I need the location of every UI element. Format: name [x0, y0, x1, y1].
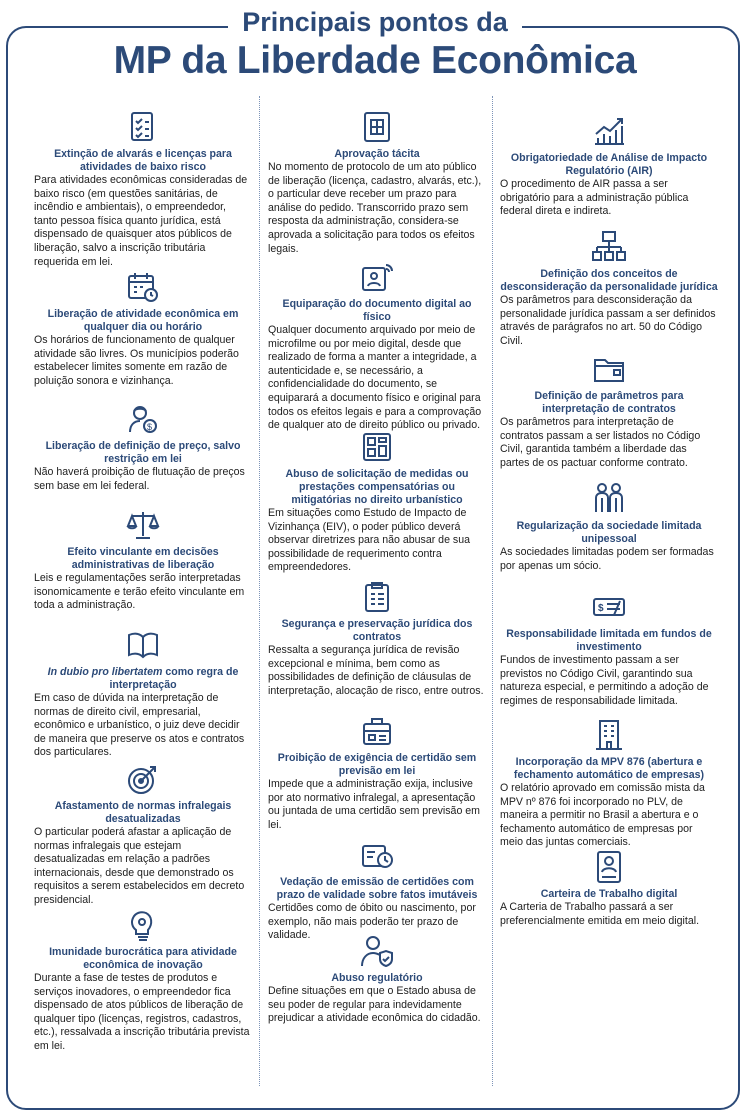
topic-heading: Abuso de solicitação de medidas ou prestações compensatórias ou mitigatórias no direito urbanístico [285, 468, 469, 506]
topic-body: Certidões como de óbito ou nascimento, por exemplo, não mais poderão ter prazo de validade. [268, 902, 476, 942]
topic-item [268, 260, 486, 433]
cheque-icon [592, 590, 626, 624]
topic-body: Em situações como Estudo de Impacto de Vizinhança (EIV), o poder público deverá observar diretrizes para não abusar de sua possibilidade de requerimento contra empreendedores. [268, 507, 470, 574]
topic-body: Os horários de funcionamento de qualquer atividade são livres. Os municípios poderão estabelecer limites somente em razão de poluição sonora e vizinhança. [34, 334, 239, 387]
topic-heading: Regularização da sociedade limitada unipessoal [516, 520, 702, 545]
column-divider-1 [259, 96, 260, 1086]
topic-item [500, 114, 718, 219]
merchant-dollar-icon [126, 402, 160, 436]
topic-heading: Abuso regulatório [331, 972, 423, 984]
topic-heading: Efeito vinculante em decisões administrativas de liberação [67, 546, 219, 571]
topic-body: Fundos de investimento passam a ser previstos no Código Civil, garantindo sua natureza especial, e permitindo a adoção de regimes de responsabilidade limitada. [500, 654, 709, 707]
heading-rest: como regra de interpretação [109, 666, 239, 691]
topic-item [268, 838, 486, 943]
org-chart-icon [592, 230, 626, 264]
topic-heading: Carteira de Trabalho digital [540, 888, 678, 900]
topic-heading: Afastamento de normas infralegais desatualizadas [54, 800, 232, 825]
urban-plan-icon [360, 430, 394, 464]
topic-body: Não haverá proibição de flutuação de preços sem base em lei federal. [34, 466, 245, 492]
topic-item [500, 352, 718, 470]
svg-text:$: $ [598, 603, 604, 614]
partners-icon [592, 482, 626, 516]
topic-body: Leis e regulamentações serão interpretadas isonomicamente e terão efeito vinculante em toda a administração. [34, 572, 245, 612]
topic-heading: Incorporação da MPV 876 (abertura e fechamento automático de empresas) [513, 756, 705, 781]
topic-body: A Carteria de Trabalho passará a ser preferencialmente emitida em meio digital. [500, 901, 700, 927]
topic-body: O particular poderá afastar a aplicação de normas infralegais que estejam desatualizadas em relação a padrões internacionais, desde que demonstrado os requisitos a serem estabelecidos em decreto presidencial. [34, 826, 245, 906]
topic-body: No momento de protocolo de um ato público de liberação (licença, cadastro, alvarás, etc.), o particular deve receber um prazo para análise do pedido. Transcorrido prazo sem resposta da administração, considera-se aprovada a solicitação para todos os efeitos legais. [268, 161, 482, 255]
topic-body: As sociedades limitadas podem ser formadas por apenas um sócio. [500, 546, 714, 572]
topic-heading: Liberação de definição de preço, salvo restrição em lei [45, 440, 241, 465]
latin-phrase: In dubio pro libertatem [47, 666, 163, 678]
topic-item [34, 270, 252, 388]
topic-heading: Aprovação tácita [334, 148, 420, 160]
topic-item [500, 590, 718, 708]
folder-icon [592, 352, 626, 386]
topic-body: Os parâmetros para desconsideração da personalidade jurídica passam a ser definidos através de parágrafos no art. 50 do Código Civil. [500, 294, 716, 347]
topic-heading: Imunidade burocrática para atividade econômica de inovação [49, 946, 237, 971]
title-line-1: Principais pontos da [228, 6, 522, 38]
topic-item [34, 508, 252, 613]
clipboard-contract-icon [360, 580, 394, 614]
person-shield-icon [360, 934, 394, 968]
topic-item [500, 230, 718, 348]
topic-heading: Responsabilidade limitada em fundos de investimento [506, 628, 712, 653]
topic-body: Qualquer documento arquivado por meio de microfilme ou por meio digital, desde que realizado de forma a manter a integridade, a autenticidade e, se necessário, a confidencialidade do documento, se equiparará a documento físico e original para todos os efeitos legais e para a comprovação de qualquer ato de direito público ou privado. [268, 324, 482, 432]
topic-item [268, 430, 486, 575]
topic-item [34, 762, 252, 908]
open-book-icon [126, 628, 160, 662]
calendar-clock-icon [126, 270, 160, 304]
topic-heading: Segurança e preservação jurídica dos contratos [281, 618, 473, 643]
topic-body: Impede que a administração exija, inclusive por ato normativo infralegal, a apresentação ou juntada de uma certidão sem previsão em lei. [268, 778, 480, 831]
target-arrow-icon [126, 762, 160, 796]
lightbulb-gear-icon [126, 908, 160, 942]
topic-item [500, 718, 718, 850]
scales-icon [126, 508, 160, 542]
svg-text:$: $ [147, 422, 153, 432]
topic-heading: Definição dos conceitos de desconsideração da personalidade jurídica [500, 268, 718, 293]
topic-body: O relatório aprovado em comissão mista da MPV nº 876 foi incorporado no PLV, de maneira a permitir no Brasil a abertura e o fechamento automático de empresas por meio das juntas comerciais. [500, 782, 705, 849]
topic-item [500, 482, 718, 573]
title-block [0, 0, 750, 84]
topic-heading [34, 666, 252, 692]
grid-document-icon [360, 110, 394, 144]
topic-body: Os parâmetros para interpretação de contratos passam a ser listados no Código Civil, garantida também a liberdade das partes de os pactuar conforme contrato. [500, 416, 701, 469]
topic-item [34, 110, 252, 269]
topic-item [500, 850, 718, 928]
topic-heading: Proibição de exigência de certidão sem previsão em lei [277, 752, 477, 777]
certificate-briefcase-icon [360, 714, 394, 748]
topic-heading: Equiparação do documento digital ao físico [282, 298, 472, 323]
topic-body: Define situações em que o Estado abusa de seu poder de regular para indevidamente prejudicar a atividade econômica do cidadão. [268, 985, 481, 1025]
title-line-2: MP da Liberdade Econômica [113, 39, 637, 82]
topic-body: Ressalta a segurança jurídica de revisão excepcional e mínima, bem como as possibilidades de definição de cláusulas de interpretação, alocação de risco, entre outros. [268, 644, 484, 697]
topic-body: Em caso de dúvida na interpretação de normas de direito civil, empresarial, econômico e urbanístico, o juiz deve decidir de maneira que preserve os atos e contratos dos particulares. [34, 692, 245, 759]
checklist-form-icon [126, 110, 160, 144]
topic-body: Para atividades econômicas consideradas de baixo risco (em questões sanitárias, de incêndio e ambientais), o empreendedor, tanto pessoa física quanto jurídica, está dispensado de quaisquer atos públicos de liberação, salvo a inscrição tributária requerida em lei. [34, 174, 248, 268]
topic-heading: Obrigatoriedade de Análise de Impacto Regulatório (AIR) [510, 152, 708, 177]
work-card-icon [592, 850, 626, 884]
topic-item [268, 934, 486, 1026]
column-divider-2 [492, 96, 493, 1086]
topic-heading: Extinção de alvarás e licenças para atividades de baixo risco [54, 148, 232, 173]
topic-item [268, 110, 486, 256]
topic-item [34, 908, 252, 1054]
topic-heading: Vedação de emissão de certidões com prazo de validade sobre fatos imutáveis [276, 876, 478, 901]
topic-body: Durante a fase de testes de produtos e serviços inovadores, o empreendedor fica dispensado de atos públicos de liberação de qualquer tipo (licenças, registros, cadastros, etc.), ressalvada a inscrição tributária prevista em lei. [34, 972, 250, 1052]
topic-heading: Liberação de atividade econômica em qualquer dia ou horário [47, 308, 239, 333]
topic-body: O procedimento de AIR passa a ser obrigatório para a administração pública federal direta e indireta. [500, 178, 689, 218]
growth-chart-icon [592, 114, 626, 148]
topic-item [268, 714, 486, 832]
topic-item [34, 628, 252, 760]
topic-item [268, 580, 486, 698]
certificate-clock-icon [360, 838, 394, 872]
digital-id-icon [360, 260, 394, 294]
topic-heading: Definição de parâmetros para interpretação de contratos [534, 390, 684, 415]
topic-item [34, 402, 252, 493]
building-icon [592, 718, 626, 752]
